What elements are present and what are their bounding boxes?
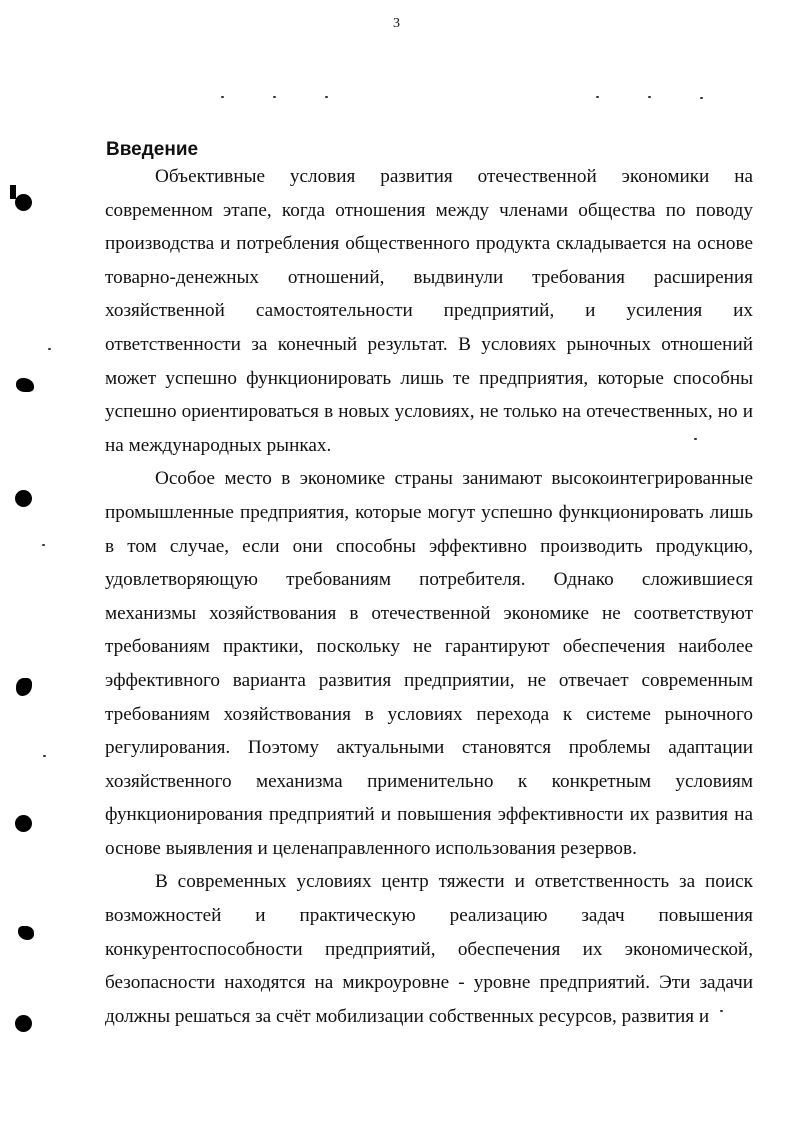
paragraph: Особое место в экономике страны занимают высокоинтегрированные промышленные предприятия, которые могут успешно функционировать лишь в том случае, если они способны эффективно производить продукцию, удовлетворяющую требованиям потребителя. Однако сложившиеся механизмы хозяйствования в отечественной экономике не соответствуют требованиям практики, поскольку не гарантируют обеспечения наиболее эффективного варианта развития предприятии, не отвечает современным требованиям хозяйствования в условиях перехода к системе рыночного регулирования. Поэтому актуальными становятся проблемы адаптации хозяйственного механизма применительно к конкретным условиям функционирования предприятий и повышения эффективности их развития на основе выявления и целенаправленного использования резервов. <box>105 468 753 859</box>
page-number: 3 <box>393 16 400 31</box>
scan-blot <box>16 378 34 392</box>
body-text <box>105 160 753 1033</box>
scan-speck <box>648 96 651 98</box>
binder-hole <box>15 194 32 211</box>
scan-blot <box>10 185 16 199</box>
binder-hole <box>15 490 32 507</box>
scan-speck <box>42 544 45 546</box>
scan-speck <box>700 97 703 99</box>
scan-speck <box>325 96 328 98</box>
paragraph: В современных условиях центр тяжести и ответственность за поиск возможностей и практическую реализацию задач повышения конкурентоспособности предприятий, обеспечения их экономической, безопасности находятся на микроуровне - уровне предприятий. Эти задачи должны решаться за счёт мобилизации собственных ресурсов, развития и <box>105 871 753 1027</box>
scan-speck <box>48 348 51 350</box>
scan-blot <box>16 678 32 696</box>
scan-blot <box>18 926 34 940</box>
paragraph: Объективные условия развития отечественной экономики на современном этапе, когда отношения между членами общества по поводу производства и потребления общественного продукта складывается на основе товарно-денежных отношений, выдвинули требования расширения хозяйственной самостоятельности предприятий, и усиления их ответственности за конечный результат. В условиях рыночных отношений может успешно функционировать лишь те предприятия, которые способны успешно ориентироваться в новых условиях, не только на отечественных, но и на международных рынках. <box>105 166 753 456</box>
scan-speck <box>43 755 46 757</box>
scan-speck <box>273 96 276 98</box>
binder-hole <box>15 815 32 832</box>
binder-hole <box>15 1015 32 1032</box>
section-heading: Введение <box>106 139 199 160</box>
scan-speck <box>596 96 599 98</box>
scan-speck <box>221 96 224 98</box>
